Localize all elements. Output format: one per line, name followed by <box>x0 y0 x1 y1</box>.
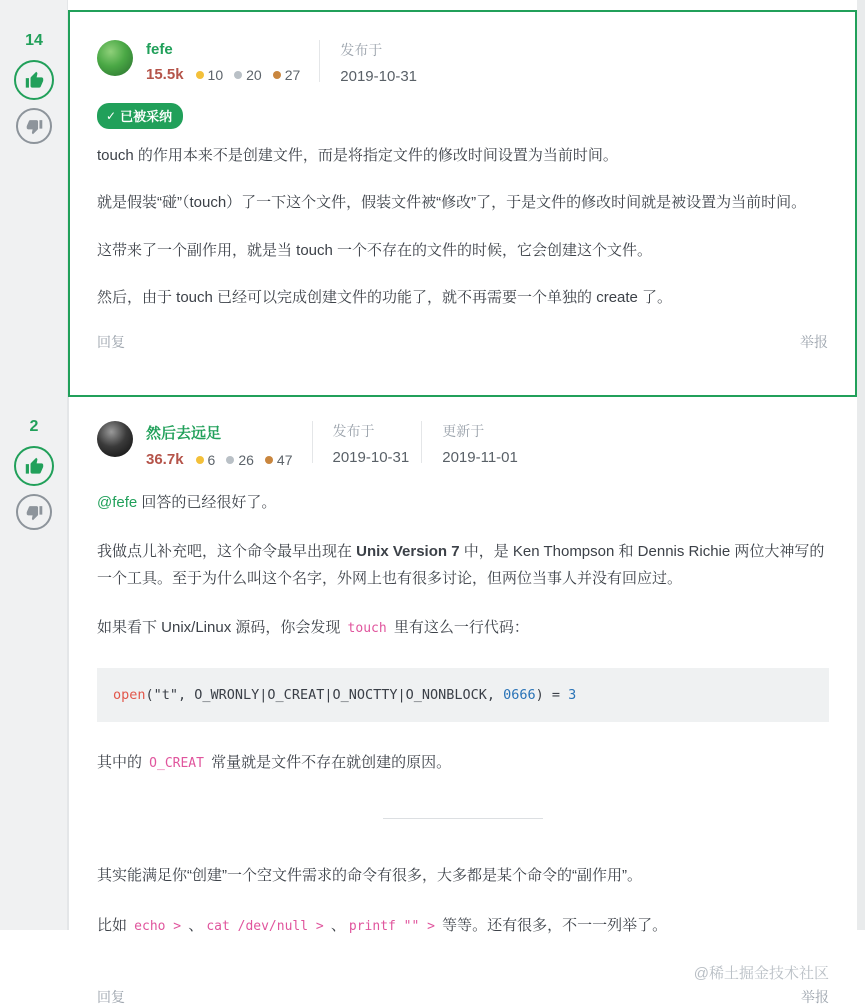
vote-count: 2 <box>29 418 39 435</box>
gold-medal-count: 6 <box>196 452 216 468</box>
bronze-medal-count: 27 <box>273 67 301 83</box>
reply-button[interactable]: 回复 <box>97 988 125 1005</box>
inline-code: printf "" > <box>348 918 435 934</box>
answer-paragraph <box>97 863 829 889</box>
answer-body <box>97 490 829 939</box>
answer-card <box>68 397 857 1005</box>
text-span: 然后，由于 touch 已经可以完成创建文件的功能了，就不再需要一个单独的 create 了。 <box>97 288 673 306</box>
thumbs-up-icon <box>25 457 44 476</box>
text-span: 等等。还有很多，不一一列举了。 <box>437 916 668 934</box>
answer-paragraph <box>97 238 828 264</box>
text-span: 里有这么一行代码： <box>389 618 529 636</box>
answer-paragraph <box>97 913 829 939</box>
silver-medal-count: 26 <box>226 452 254 468</box>
text-span: 、 <box>184 916 204 934</box>
published-date: 发布于 2019-10-31 <box>340 42 418 85</box>
answer-header <box>97 40 828 85</box>
downvote-button[interactable] <box>16 494 52 530</box>
silver-medal-icon <box>226 456 234 464</box>
vote-column-answer-1 <box>0 32 68 144</box>
text-span: 我做点儿补充吧，这个命令最早出现在 <box>97 543 357 561</box>
silver-medal-count: 20 <box>234 67 262 83</box>
answer-paragraph <box>97 539 829 592</box>
code-token: ("t", O_WRONLY|O_CREAT|O_NOCTTY|O_NONBLOCK, <box>145 687 504 703</box>
inline-code: cat /dev/null > <box>206 918 324 934</box>
answer-footer <box>97 332 828 352</box>
text-span: 这带来了一个副作用，就是当 touch 一个不存在的文件的时候，它会创建这个文件。 <box>97 241 653 259</box>
report-button[interactable]: 举报 <box>801 988 829 1005</box>
text-span: 如果看下 Unix/Linux 源码，你会发现 <box>97 618 345 636</box>
text-span: 其实能满足你“创建”一个空文件需求的命令有很多，大多都是某个命令的“副作用”。 <box>97 867 642 885</box>
accepted-badge-label: 已被采纳 <box>120 109 173 124</box>
avatar[interactable] <box>97 40 133 76</box>
answer-paragraph <box>97 143 828 169</box>
answer-footer <box>97 962 829 1007</box>
code-block <box>97 668 829 722</box>
thumbs-down-icon <box>26 118 43 135</box>
answer-paragraph <box>97 190 828 216</box>
header-divider <box>319 40 320 82</box>
report-button[interactable]: 举报 <box>800 334 828 350</box>
reputation-score: 15.5k <box>146 66 184 83</box>
bronze-medal-count: 47 <box>265 452 293 468</box>
user-meta <box>146 40 311 83</box>
thumbs-down-icon <box>26 504 43 521</box>
text-span: 回答的已经很好了。 <box>137 494 277 511</box>
code-token: ) = <box>535 687 569 703</box>
vote-column-answer-2 <box>0 418 68 530</box>
answer-paragraph <box>97 490 829 516</box>
updated-date: 更新于 2019-11-01 <box>442 423 518 466</box>
thumbs-up-icon <box>25 71 44 90</box>
reputation-score: 36.7k <box>146 451 184 468</box>
answer-header <box>97 421 829 468</box>
scrollbar-track[interactable] <box>857 0 865 930</box>
inline-code: echo > <box>134 918 182 934</box>
text-span: 比如 <box>97 916 132 934</box>
username-link[interactable]: 然后去远足 <box>146 425 222 442</box>
gold-medal-icon <box>196 456 204 464</box>
gold-medal-count: 10 <box>196 67 224 83</box>
user-meta <box>146 421 304 468</box>
inline-code: touch <box>347 620 387 636</box>
check-icon: ✓ <box>106 108 117 123</box>
text-span: 就是假装“碰”（touch）了一下这个文件，假装文件被“修改”了，于是文件的修改时间就是被设置为当前时间。 <box>97 194 807 212</box>
avatar[interactable] <box>97 421 133 457</box>
answer-card-accepted <box>68 10 857 397</box>
accepted-badge <box>97 103 183 129</box>
bronze-medal-icon <box>273 71 281 79</box>
text-span: 中，是 Ken Thompson 和 Dennis Richie 两位大神写的一个工具。至于为什么叫这个名字，外网上也有很多讨论，但两位当事人并没有回应过。 <box>97 543 825 587</box>
upvote-button[interactable] <box>14 446 54 486</box>
section-divider <box>383 818 543 819</box>
bronze-medal-icon <box>265 456 273 464</box>
text-span: 其中的 <box>97 754 147 771</box>
code-token: 0666 <box>503 687 536 703</box>
silver-medal-icon <box>234 71 242 79</box>
vote-count: 14 <box>25 32 43 49</box>
code-token: open <box>113 687 146 703</box>
answer-body <box>97 143 828 311</box>
code-token: 3 <box>568 687 577 703</box>
text-span: Unix Version 7 <box>356 543 460 561</box>
answer-paragraph <box>97 285 828 311</box>
text-span: 常量就是文件不存在就创建的原因。 <box>206 754 452 771</box>
text-span: 、 <box>326 916 346 934</box>
published-date: 发布于 2019-10-31 <box>332 423 410 466</box>
header-divider <box>421 421 422 463</box>
username-link[interactable]: fefe <box>146 41 173 58</box>
user-stats <box>146 451 304 468</box>
reply-button[interactable]: 回复 <box>97 334 125 350</box>
inline-code: O_CREAT <box>149 756 204 771</box>
gold-medal-icon <box>196 71 204 79</box>
downvote-button[interactable] <box>16 108 52 144</box>
upvote-button[interactable] <box>14 60 54 100</box>
user-mention-link[interactable]: @fefe <box>97 494 138 511</box>
header-divider <box>312 421 313 463</box>
answer-paragraph <box>97 615 829 641</box>
footer-right <box>694 962 829 1007</box>
user-stats <box>146 66 311 83</box>
answer-paragraph <box>97 750 829 776</box>
watermark: @稀土掘金技术社区 <box>693 964 829 982</box>
text-span: touch 的作用本来不是创建文件，而是将指定文件的修改时间设置为当前时间。 <box>97 147 618 164</box>
